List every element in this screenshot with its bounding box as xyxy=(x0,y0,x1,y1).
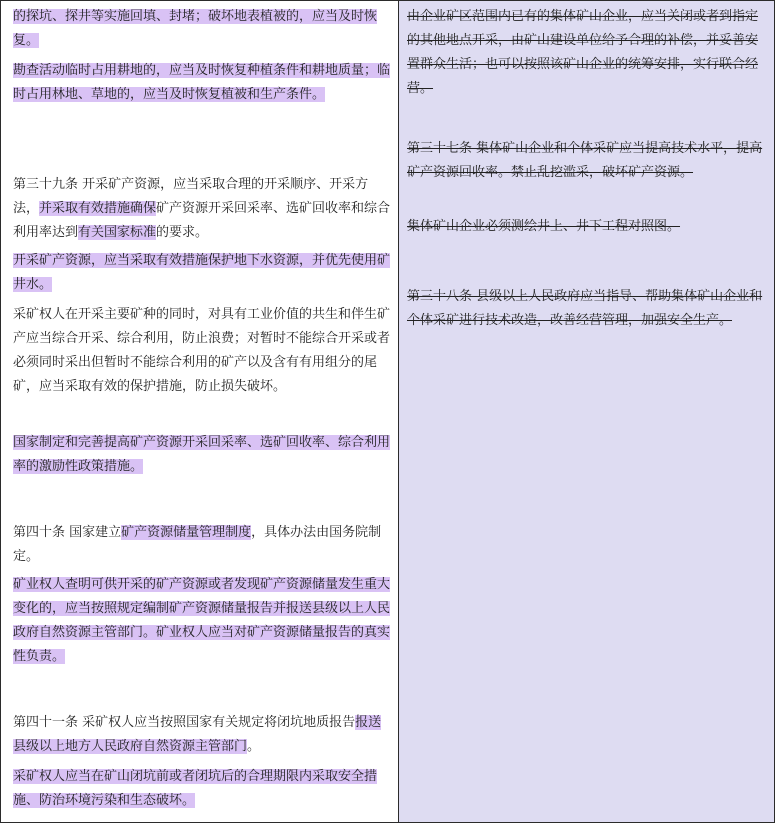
highlighted-text: 并采取有效措施确保 xyxy=(39,201,157,216)
left-paragraph xyxy=(13,573,393,669)
plain-text: 第三十九条 开采矿产资源，应当采取合理的开采顺序、开采方法， xyxy=(13,177,369,216)
highlighted-text: 采矿权人应当在矿山闭坑前或者闭坑后的合理期限内采取安全措施、防治环境污染和生态破坏。 xyxy=(13,769,378,808)
right-paragraph xyxy=(407,137,763,185)
left-paragraph xyxy=(13,521,393,569)
plain-text: 的要求。 xyxy=(156,225,209,240)
struck-through-text: 由企业矿区范围内已有的集体矿山企业，应当关闭或者到指定的其他地点开采，由矿山建设单位给予合理的补偿，并妥善安置群众生活；也可以按照该矿山企业的统筹安排，实行联合经营。 xyxy=(407,9,759,96)
highlighted-text: 矿产资源储量管理制度 xyxy=(121,525,252,540)
highlighted-text: 有关国家标准 xyxy=(78,225,157,240)
left-paragraph xyxy=(13,431,393,479)
highlighted-text: 勘查活动临时占用耕地的，应当及时恢复种植条件和耕地质量；临时占用林地、草地的，应当及时恢复植被和生产条件。 xyxy=(13,63,391,102)
left-paragraph xyxy=(13,711,393,759)
left-column-new-text xyxy=(1,1,399,822)
left-paragraph xyxy=(13,59,393,107)
right-paragraph xyxy=(407,5,763,101)
highlighted-text: 报送县级以上地方人民政府自然资源主管部门 xyxy=(13,715,382,754)
struck-through-text: 第三十七条 集体矿山企业和个体采矿应当提高技术水平，提高矿产资源回收率。禁止乱挖滥采，破坏矿产资源。 xyxy=(407,141,763,180)
left-paragraph xyxy=(13,173,393,245)
plain-text: ，具体办法由国务院制定。 xyxy=(13,525,382,564)
plain-text: 第四十一条 采矿权人应当按照国家有关规定将闭坑地质报告 xyxy=(13,715,356,730)
right-paragraph xyxy=(407,285,763,333)
plain-text: 采矿权人在开采主要矿种的同时，对具有工业价值的共生和伴生矿产应当综合开采、综合利用，防止浪费；对暂时不能综合开采或者必须同时采出但暂时不能综合利用的矿产以及含有有用组分的尾矿，应当采取有效的保护措施，防止损失破坏。 xyxy=(13,307,391,394)
struck-through-text: 第三十八条 县级以上人民政府应当指导、帮助集体矿山企业和个体采矿进行技术改造，改善经营管理，加强安全生产。 xyxy=(407,289,763,328)
left-paragraph xyxy=(13,303,393,399)
plain-text: 第四十条 国家建立 xyxy=(13,525,122,540)
plain-text: 。 xyxy=(247,739,261,754)
highlighted-text: 国家制定和完善提高矿产资源开采回采率、选矿回收率、综合利用率的激励性政策措施。 xyxy=(13,435,391,474)
highlighted-text: 的探坑、探井等实施回填、封堵；破坏地表植被的，应当及时恢复。 xyxy=(13,9,378,48)
highlighted-text: 矿业权人查明可供开采的矿产资源或者发现矿产资源储量发生重大变化的，应当按照规定编制矿产资源储量报告并报送县级以上人民政府自然资源主管部门。矿业权人应当对矿产资源储量报告的真实性负责。 xyxy=(13,577,391,664)
right-column-old-text xyxy=(399,1,774,822)
right-paragraph xyxy=(407,215,763,239)
left-paragraph xyxy=(13,249,393,297)
plain-text: 矿产资源开采回采率、选矿回收率和综合利用率达到 xyxy=(13,201,391,240)
left-paragraph xyxy=(13,5,393,53)
struck-through-text: 集体矿山企业必须测绘井上、井下工程对照图。 xyxy=(407,219,681,234)
left-paragraph xyxy=(13,765,393,813)
highlighted-text: 开采矿产资源，应当采取有效措施保护地下水资源，并优先使用矿井水。 xyxy=(13,253,391,292)
